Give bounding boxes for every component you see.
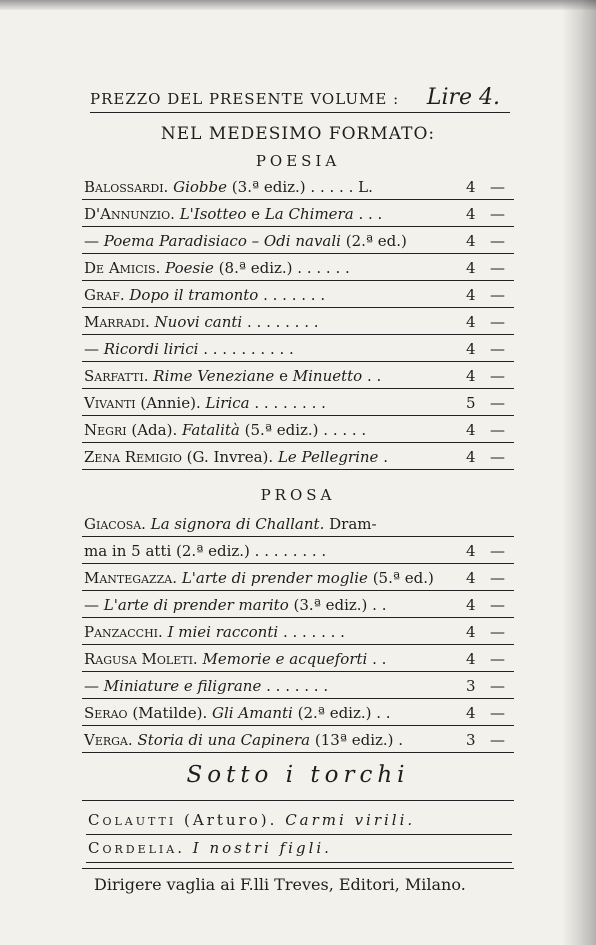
poesia-entry — [84, 313, 319, 331]
price-dash: — — [490, 286, 505, 304]
work-title: Poesie — [165, 259, 214, 277]
price: 4 — [466, 596, 476, 614]
forthcoming-entry — [88, 839, 332, 857]
forthcoming-entry — [88, 811, 415, 829]
edition-note: (5.ª ed.) — [372, 569, 434, 587]
forthcoming-row — [86, 834, 512, 863]
price-dash: — — [490, 704, 505, 722]
author: Vivanti — [84, 394, 136, 412]
author: Cordelia. — [88, 839, 185, 857]
poesia-row — [82, 310, 514, 335]
author-name: (Ada). — [131, 421, 178, 439]
poesia-entry — [84, 232, 407, 250]
author: — — [84, 677, 99, 695]
edition-note: . — [383, 448, 388, 466]
price: 3 — [466, 677, 476, 695]
price-dash: — — [490, 259, 505, 277]
work-title: Miniature e filigrane — [103, 677, 262, 695]
prosa-row — [82, 728, 514, 753]
work-title: Gli Amanti — [212, 704, 293, 722]
work-title: Lirica — [205, 394, 250, 412]
price: 4 — [466, 421, 476, 439]
work-title: Fatalità — [182, 421, 240, 439]
price: 5 — [466, 394, 476, 412]
author-name: (G. Invrea). — [186, 448, 274, 466]
edition-note: . . . . . . . — [266, 677, 329, 695]
work-title: Minuetto — [292, 367, 363, 385]
poesia-entry — [84, 394, 326, 412]
work-title: La signora di Challant. — [150, 515, 325, 533]
work-title: Memorie e acqueforti — [202, 650, 368, 668]
price: 4 — [466, 569, 476, 587]
price: 4 — [466, 313, 476, 331]
page-top-edge — [0, 0, 596, 10]
price: 4 — [466, 704, 476, 722]
edition-note: e — [251, 205, 261, 223]
poesia-row — [82, 418, 514, 443]
author: D'Annunzio. — [84, 205, 175, 223]
author: De Amicis. — [84, 259, 161, 277]
work-title: Nuovi canti — [154, 313, 243, 331]
edition-note: e — [279, 367, 288, 385]
poesia-row — [82, 202, 514, 227]
sotto-i-torchi-heading: Sotto i torchi — [186, 762, 410, 788]
prosa-entry — [84, 623, 345, 641]
poesia-entry — [84, 340, 294, 358]
author-name: (Matilde). — [132, 704, 208, 722]
author: Zena Remigio — [84, 448, 182, 466]
footer — [82, 868, 514, 894]
edition-note: (5.ª ediz.) . . . . . — [244, 421, 367, 439]
work-title: I miei racconti — [167, 623, 279, 641]
price-header — [90, 84, 510, 113]
price-dash: — — [490, 596, 505, 614]
prosa-row — [82, 512, 514, 537]
prosa-row — [82, 701, 514, 726]
price-dash: — — [490, 448, 505, 466]
prosa-row — [82, 674, 514, 699]
edition-note: (3.ª ediz.) . . — [293, 596, 387, 614]
work-title: Poema Paradisiaco – Odi navali — [103, 232, 341, 250]
author: Serao — [84, 704, 128, 722]
prosa-entry — [84, 596, 386, 614]
price-dash: — — [490, 623, 505, 641]
price: 4 — [466, 340, 476, 358]
price-dash: — — [490, 367, 505, 385]
author: Colautti — [88, 811, 177, 829]
poesia-entry — [84, 205, 382, 223]
prosa-entry — [84, 515, 377, 533]
prosa-entry — [84, 650, 386, 668]
poesia-row — [82, 445, 514, 470]
edition-note: (2.ª ediz.) . . — [297, 704, 391, 722]
edition-note: (3.ª ediz.) . . . . . L. — [231, 178, 373, 196]
price: 4 — [466, 259, 476, 277]
author: Balossardi. — [84, 178, 169, 196]
author-name: (Arturo). — [184, 811, 278, 829]
work-title: Rime Veneziane — [153, 367, 275, 385]
price-dash: — — [490, 569, 505, 587]
price-dash: — — [490, 731, 505, 749]
prosa-row — [82, 593, 514, 618]
poesia-entry — [84, 259, 350, 277]
work-title: Storia di una Capinera — [137, 731, 311, 749]
edition-note: . . . . . . . . — [254, 394, 326, 412]
prosa-heading: PROSA — [260, 486, 336, 504]
prosa-row — [82, 620, 514, 645]
edition-note: . . . . . . . . — [247, 313, 319, 331]
price: 4 — [466, 205, 476, 223]
prosa-entry — [84, 677, 328, 695]
author: Verga. — [84, 731, 133, 749]
price-value: Lire 4. — [426, 85, 500, 110]
price-dash: — — [490, 205, 505, 223]
work-title: I nostri figli. — [192, 839, 332, 857]
poesia-row — [82, 229, 514, 254]
poesia-entry — [84, 421, 366, 439]
price: 4 — [466, 178, 476, 196]
price: 3 — [466, 731, 476, 749]
author: Graf. — [84, 286, 125, 304]
work-title: L'arte di prender moglie — [181, 569, 368, 587]
edition-note: ma in 5 atti (2.ª ediz.) . . . . . . . . — [84, 542, 327, 560]
price-dash: — — [490, 542, 505, 560]
author: Mantegazza. — [84, 569, 178, 587]
edition-note: Dram- — [329, 515, 377, 533]
poesia-row — [82, 256, 514, 281]
author: Giacosa. — [84, 515, 146, 533]
prosa-row — [82, 539, 514, 564]
edition-note: . . . . . . . . . . — [203, 340, 294, 358]
price-dash: — — [490, 650, 505, 668]
work-title: Ricordi lirici — [103, 340, 199, 358]
work-title: La Chimera — [264, 205, 354, 223]
author-name: (Annie). — [140, 394, 201, 412]
poesia-heading: POESIA — [255, 152, 341, 170]
price: 4 — [466, 448, 476, 466]
leader-dots: . . — [367, 367, 382, 385]
price-dash: — — [490, 232, 505, 250]
edition-note: . . . . . . . — [263, 286, 326, 304]
author: Negri — [84, 421, 127, 439]
sotto-rule — [82, 800, 514, 801]
author: — — [84, 340, 99, 358]
price: 4 — [466, 367, 476, 385]
edition-note: . . — [372, 650, 387, 668]
poesia-entry — [84, 448, 388, 466]
author: Ragusa Moleti. — [84, 650, 198, 668]
poesia-row — [82, 391, 514, 416]
edition-note: (13ª ediz.) . — [314, 731, 404, 749]
work-title: Dopo il tramonto — [129, 286, 259, 304]
price: 4 — [466, 286, 476, 304]
poesia-row — [82, 283, 514, 308]
work-title: Carmi virili. — [285, 811, 416, 829]
edition-note: (2.ª ed.) — [345, 232, 407, 250]
work-title: L'arte di prender marito — [103, 596, 289, 614]
prosa-row — [82, 647, 514, 672]
price-dash: — — [490, 340, 505, 358]
poesia-entry — [84, 367, 381, 385]
prosa-entry — [84, 542, 326, 560]
price-dash: — — [490, 178, 505, 196]
price-dash: — — [490, 394, 505, 412]
edition-note: . . . . . . . — [282, 623, 345, 641]
prosa-row — [82, 566, 514, 591]
prosa-entry — [84, 704, 391, 722]
author: Marradi. — [84, 313, 150, 331]
poesia-row — [82, 364, 514, 389]
price: 4 — [466, 542, 476, 560]
price-dash: — — [490, 677, 505, 695]
footer-text: Dirigere vaglia ai F.lli Treves, Editori, Milano. — [94, 875, 466, 894]
author: Panzacchi. — [84, 623, 163, 641]
price: 4 — [466, 232, 476, 250]
work-title: L'Isotteo — [179, 205, 247, 223]
price: 4 — [466, 650, 476, 668]
prosa-entry — [84, 731, 403, 749]
price-dash: — — [490, 313, 505, 331]
work-title: Le Pellegrine — [277, 448, 379, 466]
edition-note: (8.ª ediz.) . . . . . . — [218, 259, 350, 277]
poesia-entry — [84, 178, 373, 196]
work-title: Giobbe — [173, 178, 228, 196]
poesia-row — [82, 175, 514, 200]
price-dash: — — [490, 421, 505, 439]
author: — — [84, 232, 99, 250]
price: 4 — [466, 623, 476, 641]
author: — — [84, 596, 99, 614]
poesia-row — [82, 337, 514, 362]
forthcoming-row — [86, 806, 512, 835]
poesia-entry — [84, 286, 325, 304]
prosa-entry — [84, 569, 434, 587]
same-format-heading: NEL MEDESIMO FORMATO: — [160, 124, 436, 144]
price-label: PREZZO DEL PRESENTE VOLUME : — [90, 90, 400, 108]
leader-dots: . . . — [358, 205, 383, 223]
author: Sarfatti. — [84, 367, 149, 385]
